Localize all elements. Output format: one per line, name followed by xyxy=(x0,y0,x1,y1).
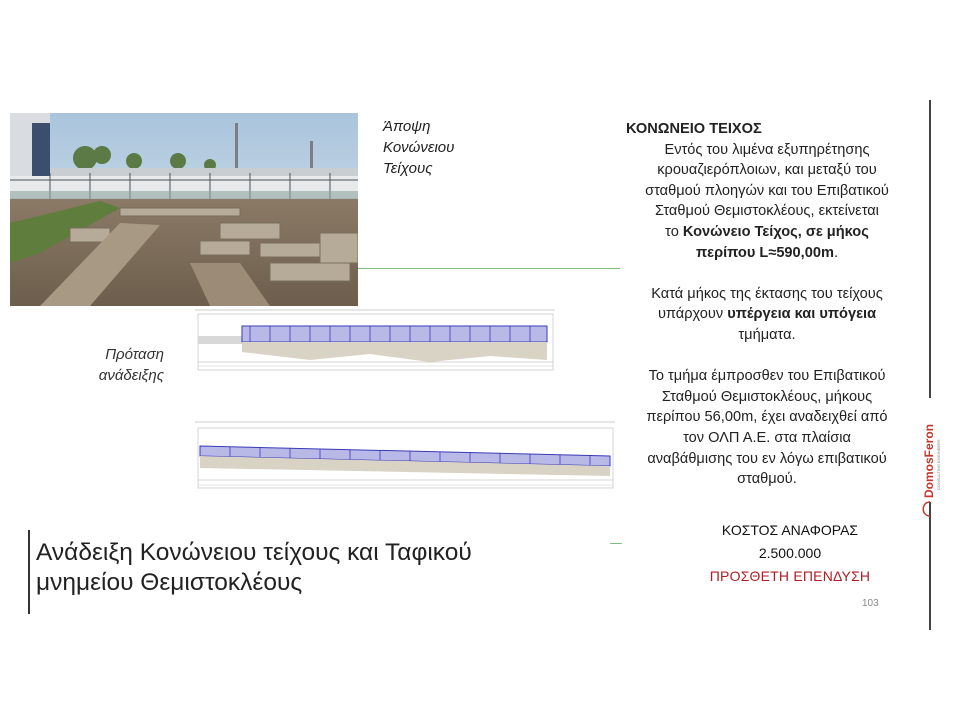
description-text: υπάρχουν xyxy=(657,306,728,323)
photo-caption-line: Κονώνειου xyxy=(383,139,455,156)
cost-block xyxy=(690,519,890,588)
description-line: περίπου 56,00m, έχει αναδειχθεί από xyxy=(646,409,888,426)
title-accent-bar xyxy=(28,530,30,614)
proposal-caption xyxy=(60,344,164,386)
photo-caption-line: Άποψη xyxy=(383,118,431,135)
elevation-drawing-1 xyxy=(195,310,555,370)
description-line: Εντός του λιμένα εξυπηρέτησης xyxy=(664,141,870,158)
right-divider xyxy=(929,100,931,630)
description-line: Σταθμού Θεμιστοκλέους, μήκους xyxy=(661,388,873,405)
description-line xyxy=(617,304,917,325)
description-line: τον ΟΛΠ Α.Ε. στα πλαίσια xyxy=(683,429,851,446)
page-number: 103 xyxy=(862,598,879,609)
description-title: ΚΟΝΩΝΕΙΟ ΤΕΙΧΟΣ xyxy=(626,121,762,137)
divider-line xyxy=(358,268,620,269)
cost-note: ΠΡΟΣΘΕΤΗ ΕΠΕΝΔΥΣΗ xyxy=(709,568,871,584)
description-line: τμήματα. xyxy=(738,326,796,343)
slide-title-line: Ανάδειξη Κονώνειου τείχους και Ταφικού xyxy=(36,539,472,566)
proposal-caption-line: ανάδειξης xyxy=(98,367,164,384)
svg-text:DomosFeron: DomosFeron xyxy=(922,423,936,498)
proposal-drawings xyxy=(190,300,620,545)
description-line xyxy=(617,222,917,243)
photo-caption-line: Τείχους xyxy=(383,160,433,177)
description-line: Σταθμού Θεμιστοκλέους, εκτείνεται xyxy=(655,203,879,220)
description-block xyxy=(617,119,917,490)
slide-title-line: μνημείου Θεμιστοκλέους xyxy=(36,569,303,596)
description-bold-text: περίπου L≈590,00m xyxy=(695,244,834,261)
photo-caption xyxy=(383,116,503,179)
description-line: Το τμήμα έμπροσθεν του Επιβατικού xyxy=(648,368,886,385)
description-bold-text: Κονώνειο Τείχος, σε μήκος xyxy=(682,223,869,240)
svg-text:CONSULTING ENGINEERS: CONSULTING ENGINEERS xyxy=(936,439,941,490)
description-text: το xyxy=(665,223,683,240)
description-bold-text: υπέργεια και υπόγεια xyxy=(727,306,877,323)
cost-label: ΚΟΣΤΟΣ ΑΝΑΦΟΡΑΣ xyxy=(721,522,859,538)
description-text: . xyxy=(833,244,838,261)
proposal-caption-line: Πρόταση xyxy=(105,346,164,363)
description-line: κρουαζιερόπλοιων, και μεταξύ του xyxy=(657,162,877,179)
description-line: σταθμού. xyxy=(737,471,797,488)
wall-photo xyxy=(10,113,358,306)
slide-title xyxy=(36,538,626,598)
cost-amount: 2.500.000 xyxy=(758,545,822,561)
company-logo xyxy=(917,398,943,518)
elevation-drawing-2 xyxy=(195,422,615,488)
description-line xyxy=(617,243,917,264)
description-line: Κατά μήκος της έκτασης του τείχους xyxy=(651,285,883,302)
description-line: αναβάθμισης του εν λόγω επιβατικού xyxy=(647,450,887,467)
description-line: σταθμού πλοηγών και του Επιβατικού xyxy=(645,182,889,199)
